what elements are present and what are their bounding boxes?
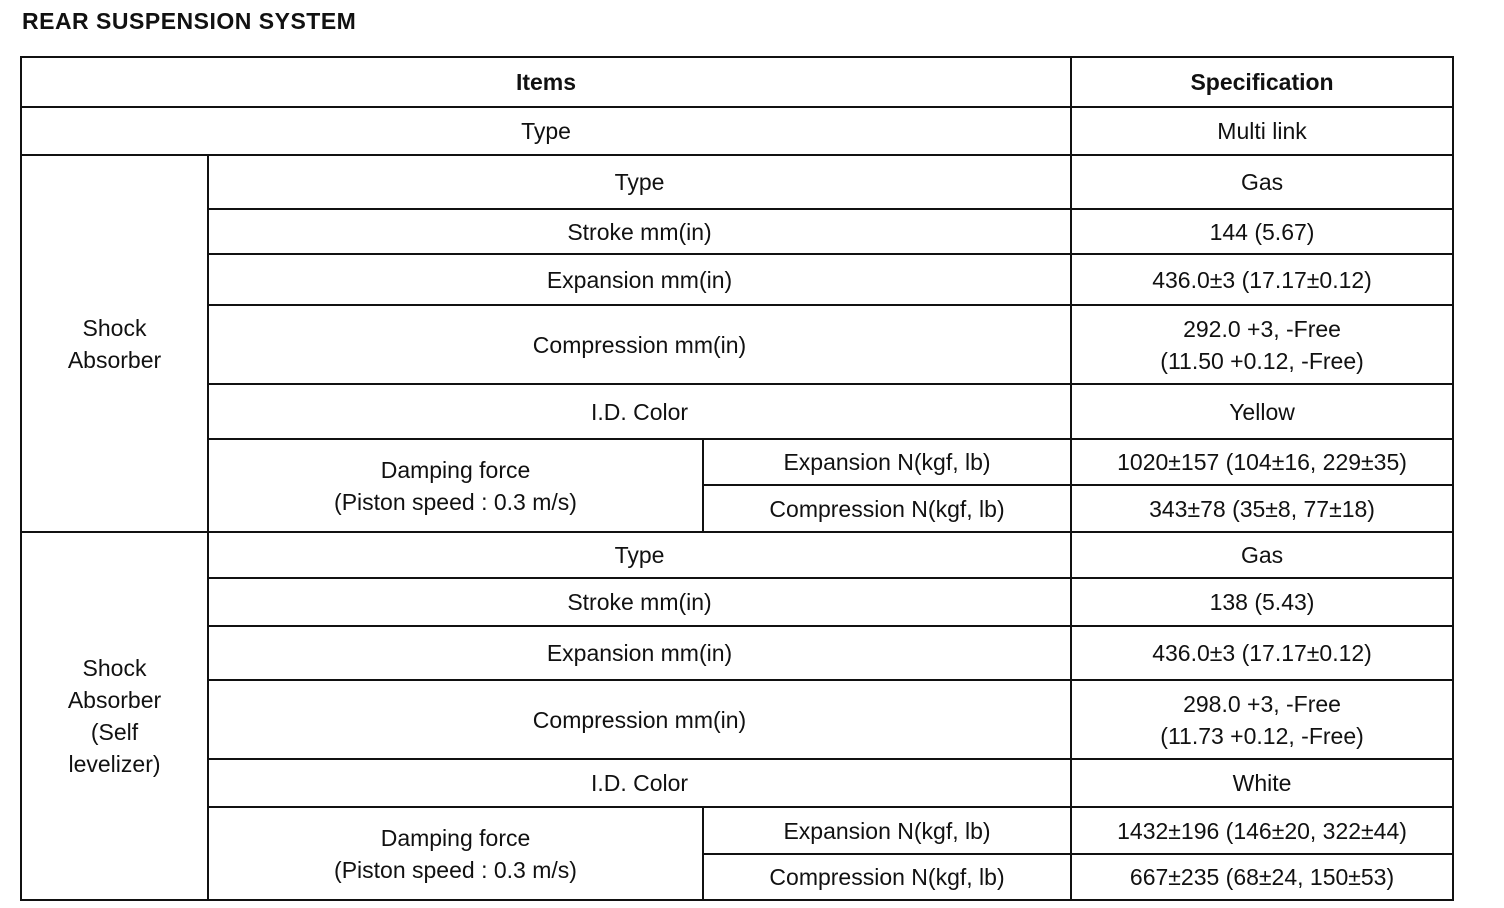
type-value: Multi link — [1071, 107, 1453, 155]
table-row — [21, 532, 1453, 578]
damping-force-label — [208, 439, 703, 532]
table-row — [21, 626, 1453, 680]
row-value: 138 (5.43) — [1071, 578, 1453, 626]
table-row — [21, 578, 1453, 626]
group-name-line: Absorber — [67, 346, 162, 373]
table-row — [21, 107, 1453, 155]
group-name-line: levelizer) — [68, 751, 161, 777]
row-label: Compression mm(in) — [208, 680, 1071, 759]
table-row — [21, 254, 1453, 305]
group-name-line: Shock — [82, 314, 147, 341]
header-row — [21, 57, 1453, 107]
row-label: Stroke mm(in) — [208, 209, 1071, 254]
group-name-self-levelizer — [21, 532, 208, 900]
row-label: I.D. Color — [208, 384, 1071, 439]
row-label: Type — [208, 155, 1071, 209]
damping-line: (Piston speed : 0.3 m/s) — [334, 856, 577, 883]
row-value: 667±235 (68±24, 150±53) — [1071, 854, 1453, 900]
row-label: Type — [208, 532, 1071, 578]
row-label: Compression mm(in) — [208, 305, 1071, 384]
row-value: White — [1071, 759, 1453, 807]
row-value: Gas — [1071, 155, 1453, 209]
row-value — [1071, 680, 1453, 759]
table-row — [21, 305, 1453, 384]
row-label: Expansion mm(in) — [208, 254, 1071, 305]
row-value: 343±78 (35±8, 77±18) — [1071, 485, 1453, 532]
group-name-line: Shock — [82, 655, 147, 681]
row-value: 436.0±3 (17.17±0.12) — [1071, 626, 1453, 680]
row-value: 436.0±3 (17.17±0.12) — [1071, 254, 1453, 305]
value-line: 298.0 +3, -Free — [1183, 690, 1341, 717]
group-name-line: Absorber — [67, 687, 162, 713]
table-row — [21, 384, 1453, 439]
row-value: 144 (5.67) — [1071, 209, 1453, 254]
row-value: 1020±157 (104±16, 229±35) — [1071, 439, 1453, 485]
value-line: (11.50 +0.12, -Free) — [1160, 347, 1364, 374]
type-label: Type — [21, 107, 1071, 155]
damping-line: Damping force — [380, 824, 531, 851]
table-row — [21, 680, 1453, 759]
row-sublabel: Expansion N(kgf, lb) — [703, 807, 1071, 854]
value-line: 292.0 +3, -Free — [1183, 315, 1341, 342]
row-label: Expansion mm(in) — [208, 626, 1071, 680]
row-sublabel: Expansion N(kgf, lb) — [703, 439, 1071, 485]
table-row — [21, 807, 1453, 854]
header-specification: Specification — [1071, 57, 1453, 107]
value-line: (11.73 +0.12, -Free) — [1160, 722, 1364, 749]
row-label: I.D. Color — [208, 759, 1071, 807]
row-value: 1432±196 (146±20, 322±44) — [1071, 807, 1453, 854]
damping-line: (Piston speed : 0.3 m/s) — [334, 488, 577, 515]
spec-table — [20, 56, 1454, 901]
page-title: REAR SUSPENSION SYSTEM — [22, 8, 357, 34]
row-label: Stroke mm(in) — [208, 578, 1071, 626]
row-value: Yellow — [1071, 384, 1453, 439]
table-row — [21, 759, 1453, 807]
damping-line: Damping force — [380, 456, 531, 483]
group-name-shock-absorber — [21, 155, 208, 532]
damping-force-label — [208, 807, 703, 900]
row-sublabel: Compression N(kgf, lb) — [703, 854, 1071, 900]
table-row — [21, 439, 1453, 485]
row-value: Gas — [1071, 532, 1453, 578]
table-row — [21, 209, 1453, 254]
group-name-line: (Self — [90, 719, 139, 745]
table-row — [21, 155, 1453, 209]
header-items: Items — [21, 57, 1071, 107]
row-sublabel: Compression N(kgf, lb) — [703, 485, 1071, 532]
row-value — [1071, 305, 1453, 384]
